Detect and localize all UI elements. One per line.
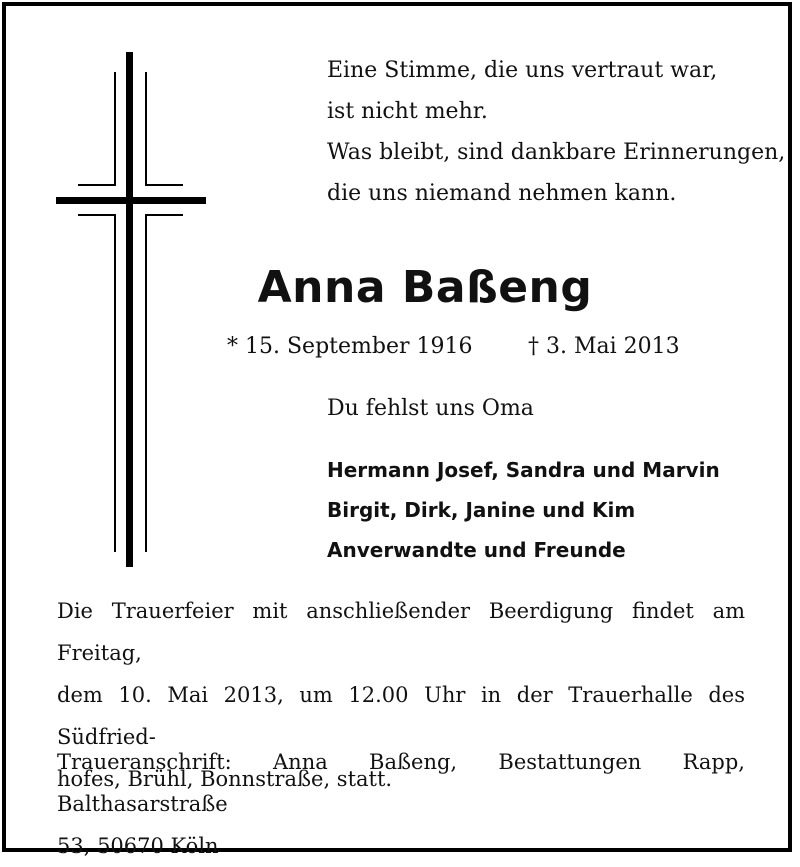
family-line: Hermann Josef, Sandra und Marvin <box>327 458 720 482</box>
mourning-address <box>57 741 745 867</box>
ceremony-line: dem 10. Mai 2013, um 12.00 Uhr in der Trauerhalle des Südfried- <box>57 683 745 749</box>
poem-line: die uns niemand nehmen kann. <box>327 181 677 206</box>
cross-outline-line <box>145 72 147 186</box>
family-line: Anverwandte und Freunde <box>327 538 626 562</box>
ceremony-line: hofes, Brühl, Bonnstraße, statt. <box>57 767 393 791</box>
address-line: Traueranschrift: Anna Baßeng, Bestattungen Rapp, Balthasarstraße <box>57 750 745 816</box>
cross-outline-line <box>78 214 116 216</box>
cross-outline-line <box>145 214 183 216</box>
death-date: † 3. Mai 2013 <box>528 334 680 359</box>
dedication-text: Du fehlst uns Oma <box>327 396 534 421</box>
address-line: 53, 50670 Köln <box>57 834 219 858</box>
birth-date: * 15. September 1916 <box>227 334 473 359</box>
poem-line: ist nicht mehr. <box>327 99 488 124</box>
cross-horizontal-beam <box>56 197 206 204</box>
poem-line: Was bleibt, sind dankbare Erinnerungen, <box>327 140 786 165</box>
memorial-poem <box>327 50 785 214</box>
family-list <box>327 450 720 570</box>
cross-outline-line <box>78 184 116 186</box>
poem-line: Eine Stimme, die uns vertraut war, <box>327 58 718 83</box>
ceremony-line: Die Trauerfeier mit anschließender Beerdigung findet am Freitag, <box>57 599 745 665</box>
cross-outline-line <box>145 184 183 186</box>
cross-outline-line <box>114 72 116 186</box>
family-line: Birgit, Dirk, Janine und Kim <box>327 498 636 522</box>
deceased-name: Anna Baßeng <box>257 262 593 313</box>
